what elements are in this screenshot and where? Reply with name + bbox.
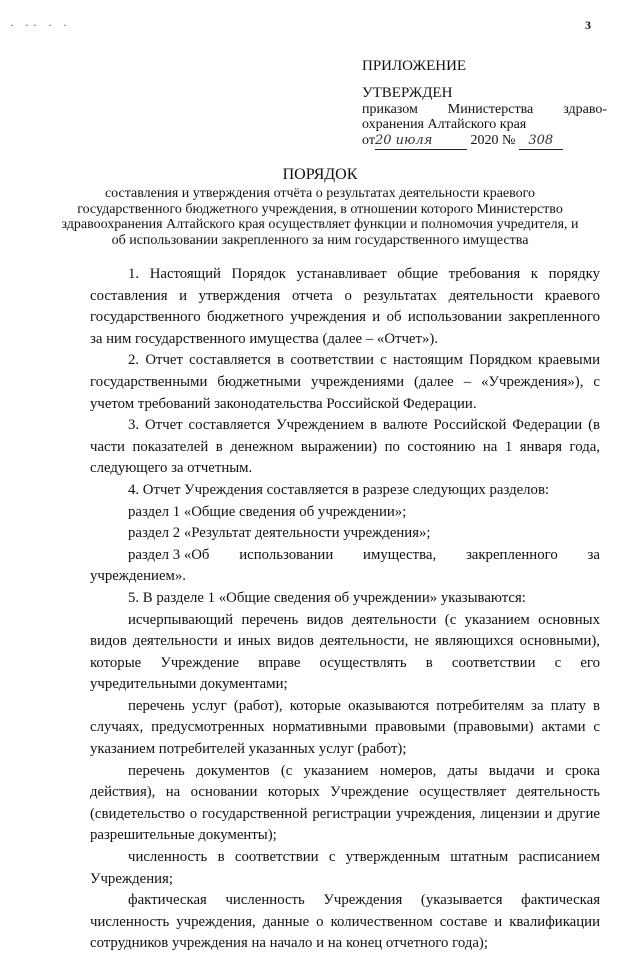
- paragraph-4: 4. Отчет Учреждения составляется в разрезе следующих разделов:: [128, 481, 550, 498]
- approved-label: УТВЕРЖДЕН: [362, 85, 453, 101]
- paragraph-3: 3. Отчет составляется Учреждением в валюте Российской Федерации (в части показателей в денежном выражении) по состоянию на 1 января года, следующего за отчетным.: [90, 417, 600, 477]
- list-item-staff-count: численность в соответствии с утвержденным штатным расписанием Учреждения;: [90, 849, 600, 887]
- section-3-word-5: за: [587, 546, 600, 563]
- section-3-word-4: закрепленного: [465, 546, 558, 563]
- section-1-item: раздел 1 «Общие сведения об учреждении»;: [128, 503, 407, 520]
- section-3-item: [90, 545, 600, 567]
- paragraph-2: 2. Отчет составляется в соответствии с настоящим Порядком краевыми государственными бюджетными учреждениями (далее – «Учреждения»), с учетом требований законодательства Российской Федерации.: [90, 352, 600, 412]
- section-2-item: раздел 2 «Результат деятельности учреждения»;: [128, 525, 431, 542]
- paragraph-1: 1. Настоящий Порядок устанавливает общие требования к порядку составления и утверждения отчета о результатах деятельности краевого государственного бюджетного учреждения и об использовании закрепленного за ним государственного имущества (далее – «Отчет»).: [90, 266, 600, 347]
- order-word-3: здраво-: [563, 102, 607, 117]
- section-3-continuation: учреждением».: [90, 568, 186, 585]
- section-3-word-3: имущества,: [363, 546, 437, 563]
- paragraph-5: 5. В разделе 1 «Общие сведения об учреждении» указываются:: [128, 589, 526, 606]
- list-item-documents: перечень документов (с указанием номеров, даты выдачи и срока действия), на основании которых Учреждение осуществляет деятельность (свидетельство о государственной регистрации учреждения, лицензии и другие разрешительные документы);: [90, 762, 600, 844]
- appendix-block: [362, 58, 607, 150]
- page-number: 3: [585, 18, 591, 32]
- order-line-1: [362, 102, 607, 117]
- handwritten-number: 308: [519, 133, 563, 150]
- order-word-1: приказом: [362, 102, 418, 117]
- document-heading: [60, 166, 580, 248]
- list-item-activities: исчерпывающий перечень видов деятельности (с указанием основных видов деятельности и иных видов деятельности, не являющихся основными), которые Учреждение вправе осуществлять в соответствии с его учредительными документами;: [90, 611, 600, 693]
- order-date-line: [362, 133, 607, 150]
- order-line-2: охранения Алтайского края: [362, 117, 527, 132]
- handwritten-date: 20 июля: [375, 133, 467, 150]
- document-body: [90, 264, 600, 955]
- section-3-word-1: раздел 3 «Об: [128, 546, 210, 563]
- section-3-word-2: использовании: [239, 546, 334, 563]
- list-item-services: перечень услуг (работ), которые оказываются потребителям за плату в случаях, предусмотренных нормативными правовыми (правовыми) актами с указанием потребителей указанных услуг (работ);: [90, 697, 600, 758]
- list-item-actual-staff: фактическая численность Учреждения (указывается фактическая численность учреждения, данные о количественном составе и квалификации сотрудников учреждения на начало и на конец отчетного года);: [90, 892, 600, 952]
- date-prefix: от: [362, 133, 375, 148]
- scan-marks: · ·· · ·: [10, 18, 71, 32]
- order-word-2: Министерства: [447, 102, 534, 117]
- order-year: 2020 №: [470, 133, 516, 148]
- document-title: ПОРЯДОК: [282, 166, 358, 183]
- document-subtitle: составления и утверждения отчёта о результатах деятельности краевого государственного бюджетного учреждения, в отношении которого Министерство здравоохранения Алтайского края осуществляет функции и полномочия учредителя, и об использовании закрепленного за ним государственного имущества: [61, 186, 579, 248]
- appendix-title: ПРИЛОЖЕНИЕ: [362, 58, 467, 74]
